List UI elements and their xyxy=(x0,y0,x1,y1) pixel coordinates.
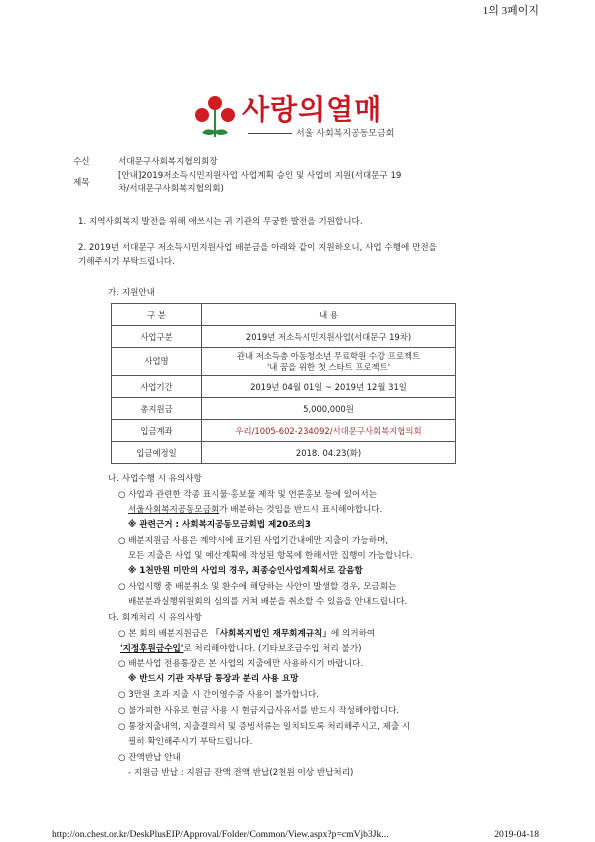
table-cell-value: 우리/1005-602-234092/서대문구사회복지협의회 xyxy=(202,420,456,442)
regulation-name: 「사회복지법인 재무회계규칙」 xyxy=(211,629,331,639)
note: ※ 관련근거 : 사회복지공동모금회법 제20조의3 xyxy=(128,520,311,530)
table-row xyxy=(112,326,456,348)
list-item-text: 가 배분하는 것임을 반드시 표시해야합니다. xyxy=(219,505,383,515)
logo xyxy=(190,93,420,143)
recipient-value: 서대문구사회복지협의회장 xyxy=(118,157,218,167)
table-header-value: 내 용 xyxy=(202,304,456,326)
fruit-logo-icon xyxy=(190,93,240,143)
list-item-continuation xyxy=(120,642,361,654)
table-cell-value: 2019년 04월 01일 ~ 2019년 12월 31일 xyxy=(202,376,456,398)
table-cell-value: 2019년 저소득시민지원사업(서대문구 19차) xyxy=(202,326,456,348)
support-info-table xyxy=(111,303,456,464)
list-item: ○ 잔액반납 안내 xyxy=(118,753,181,763)
project-name-line-1: 관내 저소득층 아동청소년 무료학원 수강 프로젝트 xyxy=(236,350,421,361)
table-row xyxy=(112,420,456,442)
table-row xyxy=(112,376,456,398)
table-header-row xyxy=(112,304,456,326)
list-item-text: ○ 본 회의 배분지원금은 xyxy=(118,629,212,639)
list-item-continuation: 필히 확인해주시기 부탁드립니다. xyxy=(128,737,253,747)
logo-title: 사랑의열매 xyxy=(242,93,383,126)
note: ※ 1천만원 미만의 사업의 경우, 최종승인사업계획서로 갈음함 xyxy=(128,566,363,576)
table-cell-key: 사업명 xyxy=(112,348,202,376)
list-item: ○ 사업과 관련한 각종 표시물·홍보물 제작 및 언론홍보 등에 있어서는 xyxy=(118,490,377,500)
subject-label: 제목 xyxy=(73,178,90,188)
table-row xyxy=(112,442,456,464)
recipient-label: 수신 xyxy=(73,157,90,167)
subject-line-1: [안내]2019저소득시민지원사업 사업계획 승인 및 사업비 지원(서대문구 19 xyxy=(118,171,402,181)
list-item: ○ 배분지원금 사용은 계약시에 표기된 사업기간내에만 지출이 가능하며, xyxy=(118,536,389,546)
list-item-continuation: 배분분과실행위원회의 심의를 거쳐 배분을 취소할 수 있음을 안내드립니다. xyxy=(128,597,408,607)
table-cell-key: 총지원금 xyxy=(112,398,202,420)
section-da-title: 다. 회계처리 시 유의사항 xyxy=(108,613,202,623)
table-cell-key: 사업기간 xyxy=(112,376,202,398)
logo-divider xyxy=(248,133,292,134)
logo-subtitle: 서울 사회복지공동모금회 xyxy=(296,129,395,139)
table-header-key: 구 분 xyxy=(112,304,202,326)
table-cell-value xyxy=(202,348,456,376)
section-na-title: 나. 사업수행 시 유의사항 xyxy=(108,474,202,484)
list-item: ○ 배분사업 전용통장은 본 사업의 지출에만 사용하시기 바랍니다. xyxy=(118,659,364,669)
table-row xyxy=(112,348,456,376)
table-row xyxy=(112,398,456,420)
list-item: ○ 사업시행 중 배분취소 및 환수에 해당하는 사안이 발생할 경우, 모금회는 xyxy=(118,582,397,592)
footer-date: 2019-04-18 xyxy=(494,829,539,840)
list-item xyxy=(118,627,375,639)
table-cell-value: 5,000,000원 xyxy=(202,398,456,420)
table-cell-key: 입금예정일 xyxy=(112,442,202,464)
paragraph-2-line-1: 2. 2019년 서대문구 저소득시민지원사업 배분금을 아래와 같이 지원하오니, 사업 수행에 만전을 xyxy=(78,243,437,253)
paragraph-1: 1. 지역사회복지 발전을 위해 애쓰시는 귀 기관의 무궁한 발전을 기원합니다. xyxy=(78,217,363,227)
underlined-org-name: 서울사회복지공동모금회 xyxy=(128,505,220,515)
table-cell-key: 사업구분 xyxy=(112,326,202,348)
list-item-continuation xyxy=(128,503,382,515)
paragraph-2-line-2: 기해주시기 부탁드립니다. xyxy=(78,257,175,267)
list-item-text: 에 의거하여 xyxy=(330,629,376,639)
list-item: ○ 불가피한 사유로 현금 사용 시 현금지급사유서를 반드시 작성해야합니다. xyxy=(118,706,400,716)
list-item: ○ 통장지출내역, 지출결의서 및 증빙서류는 일치되도록 처리해주시고, 제출 시 xyxy=(118,722,411,732)
list-item-text: 로 처리해야합니다. (기타보조금수입 처리 불가) xyxy=(183,644,362,654)
footer-url: http://on.chest.or.kr/DeskPlusEIP/Approval/Folder/Common/View.aspx?p=cmVjb3Jk... xyxy=(52,829,389,840)
list-item-continuation: 모든 지출은 사업 및 예산계획에 작성된 항목에 한해서만 집행이 가능합니다. xyxy=(128,551,413,561)
note: ※ 반드시 기관 자부담 통장과 분리 사용 요망 xyxy=(128,674,299,684)
table-cell-value: 2018. 04.23(화) xyxy=(202,442,456,464)
list-item: ○ 3만원 초과 지출 시 간이영수증 사용이 불가합니다. xyxy=(118,690,319,700)
subject-line-2: 차/서대문구사회복지협의회) xyxy=(118,184,224,194)
designated-donation-term: '지정후원금수입' xyxy=(120,644,184,654)
section-ga-title: 가. 지원안내 xyxy=(108,288,155,298)
list-item-sub: - 지원금 반납 : 지원금 잔액 전액 반납(2천원 이상 반납처리) xyxy=(128,768,354,778)
table-cell-key: 입금계좌 xyxy=(112,420,202,442)
page-counter: 1의 3페이지 xyxy=(482,5,539,17)
project-name-line-2: '내 꿈을 위한 첫 스타트 프로젝트' xyxy=(266,361,391,372)
